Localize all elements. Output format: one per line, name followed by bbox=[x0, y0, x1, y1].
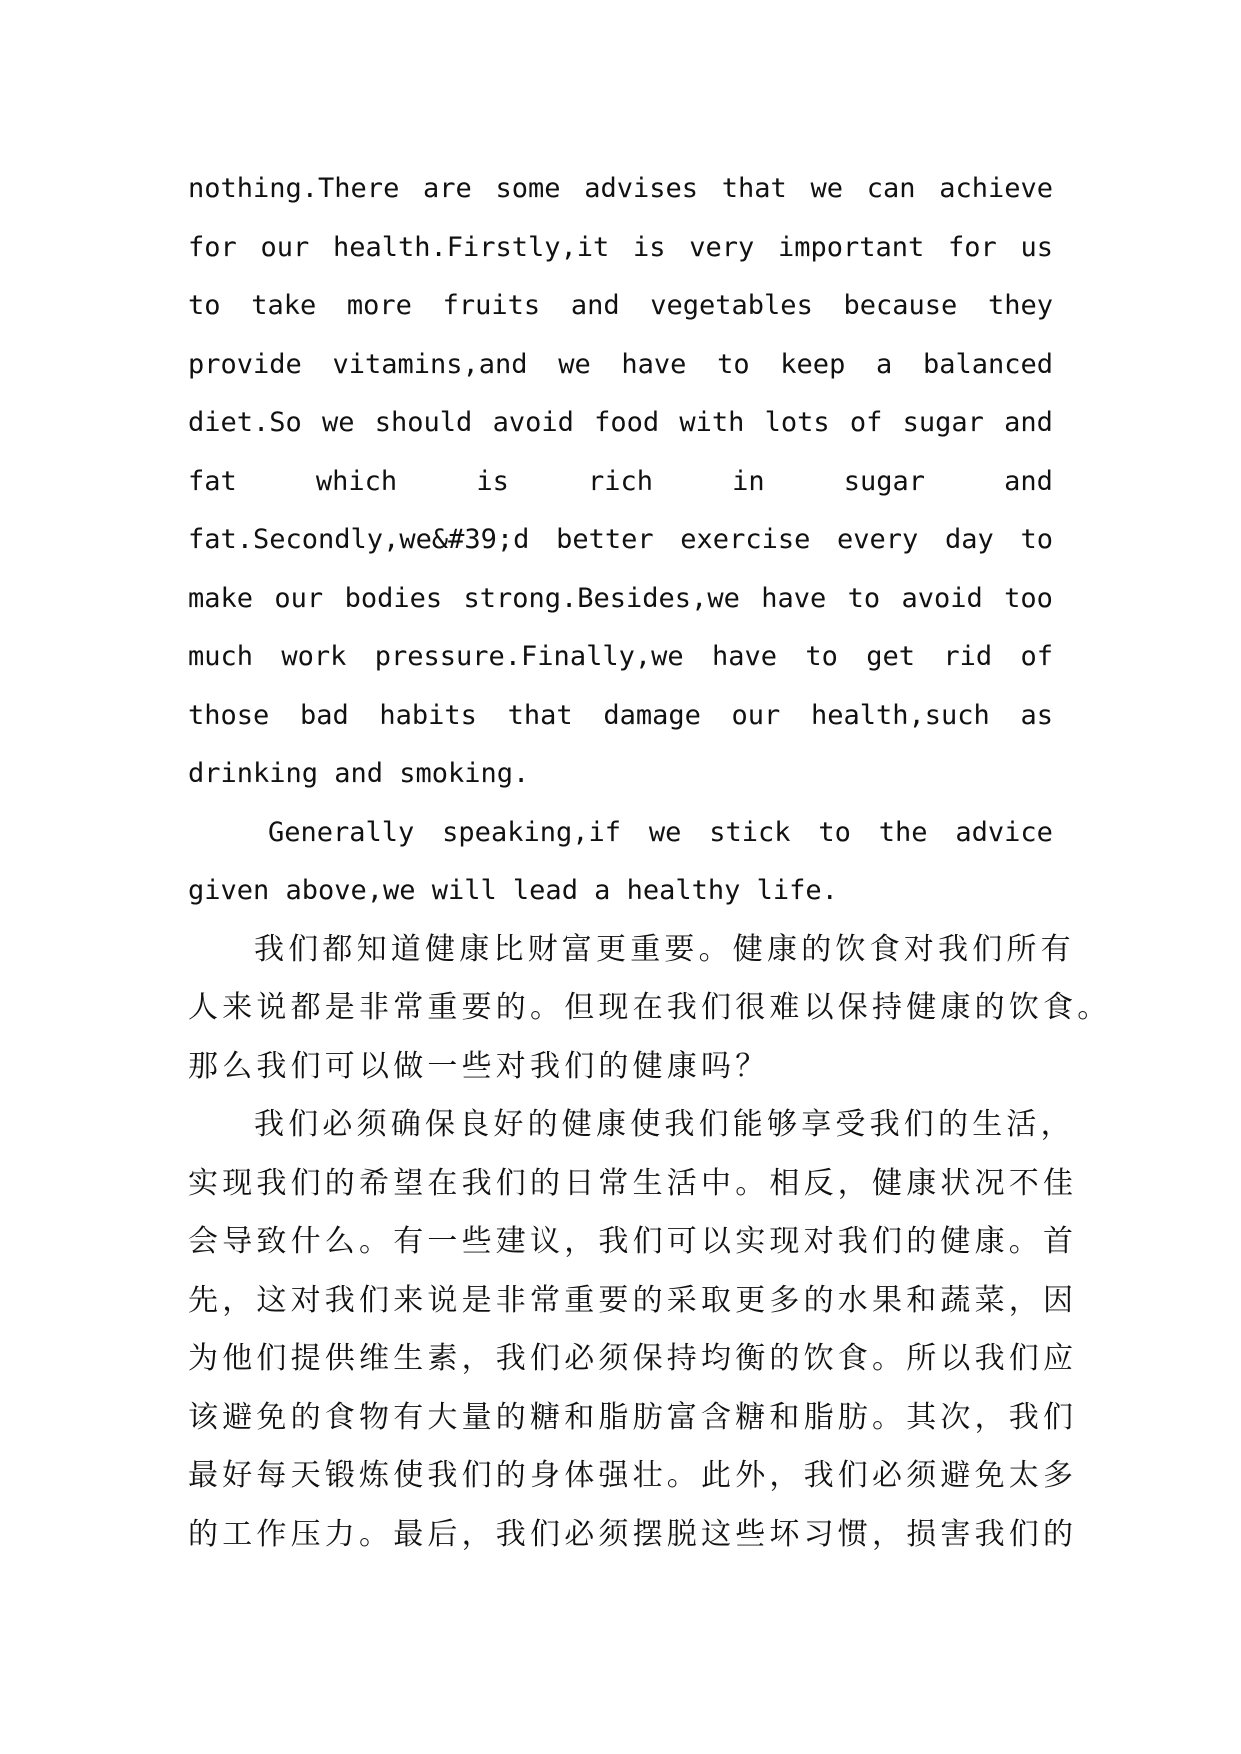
text-line: 最好每天锻炼使我们的身体强壮。此外，我们必须避免太多 bbox=[188, 1458, 1078, 1493]
text-line bbox=[188, 628, 1053, 687]
text-line: 我们必须确保良好的健康使我们能够享受我们的生活， bbox=[254, 1107, 1075, 1142]
word: for bbox=[188, 231, 237, 263]
word: damage bbox=[603, 699, 701, 731]
word: sugar bbox=[843, 465, 926, 497]
word: and bbox=[1004, 407, 1053, 438]
word: drinking bbox=[188, 758, 319, 789]
english-paragraph-1 bbox=[188, 160, 1053, 804]
word: Generally bbox=[268, 816, 415, 848]
word: lots bbox=[764, 407, 830, 438]
text-line bbox=[188, 219, 1053, 278]
word: in bbox=[732, 465, 765, 497]
word: have bbox=[761, 582, 827, 614]
word: life. bbox=[756, 875, 838, 906]
word: and bbox=[1004, 465, 1053, 497]
word: will bbox=[431, 875, 497, 906]
word: is bbox=[633, 231, 666, 263]
word: have bbox=[711, 641, 777, 672]
word: should bbox=[374, 407, 473, 438]
text-line: 那么我们可以做一些对我们的健康吗？ bbox=[188, 1048, 770, 1084]
word: health.Firstly,it bbox=[332, 231, 610, 263]
text-line bbox=[188, 804, 1053, 863]
text-line: 的工作压力。最后，我们必须摆脱这些坏习惯，损害我们的 bbox=[188, 1516, 1078, 1552]
word: advice bbox=[955, 816, 1053, 848]
word: provide bbox=[188, 348, 302, 380]
word: to bbox=[805, 641, 838, 672]
word: fruits bbox=[442, 290, 541, 321]
word: to bbox=[847, 582, 881, 614]
word: diet.So bbox=[188, 407, 302, 438]
text-line bbox=[188, 862, 1053, 921]
word: is bbox=[476, 465, 509, 497]
word: we bbox=[810, 173, 843, 204]
word: our bbox=[731, 699, 781, 731]
word: a bbox=[594, 875, 611, 906]
word: avoid bbox=[492, 407, 574, 438]
word: some bbox=[495, 173, 561, 204]
word: fat bbox=[188, 465, 237, 497]
word: stick bbox=[709, 816, 791, 848]
word: get bbox=[866, 641, 915, 672]
text-line bbox=[188, 160, 1053, 219]
word: advises bbox=[584, 173, 699, 204]
chinese-paragraph-2 bbox=[188, 1096, 1078, 1564]
word: us bbox=[1020, 231, 1053, 263]
word: we bbox=[648, 816, 682, 848]
word: which bbox=[315, 465, 398, 497]
word: of bbox=[1020, 641, 1053, 672]
word: speaking,if bbox=[442, 816, 621, 848]
word: strong.Besides,we bbox=[463, 582, 740, 614]
word: bad bbox=[299, 699, 349, 731]
word: to bbox=[188, 290, 221, 321]
text-line: 先，这对我们来说是非常重要的采取更多的水果和蔬菜，因 bbox=[188, 1282, 1078, 1318]
word: health,such bbox=[811, 699, 990, 731]
word: bodies bbox=[344, 582, 443, 614]
word: achieve bbox=[939, 173, 1053, 204]
word: to bbox=[1020, 524, 1053, 555]
word: keep bbox=[780, 348, 846, 380]
word: habits bbox=[379, 699, 477, 731]
word: every bbox=[837, 524, 919, 555]
document-body bbox=[188, 160, 1112, 1564]
word: that bbox=[507, 699, 573, 731]
word: very bbox=[689, 231, 755, 263]
word: make bbox=[188, 582, 254, 614]
word: given bbox=[188, 875, 270, 906]
text-line bbox=[188, 453, 1053, 512]
word: work bbox=[281, 641, 347, 672]
text-line bbox=[188, 511, 1053, 570]
word: of bbox=[849, 407, 883, 438]
word: rich bbox=[587, 465, 653, 497]
word: exercise bbox=[680, 524, 811, 555]
word: smoking. bbox=[399, 758, 530, 789]
word: better bbox=[556, 524, 654, 555]
word: for bbox=[947, 231, 997, 263]
word: are bbox=[423, 173, 472, 204]
chinese-paragraph-1 bbox=[188, 921, 1112, 1097]
word: lead bbox=[512, 875, 578, 906]
word: to bbox=[818, 816, 851, 848]
word: a bbox=[876, 348, 893, 380]
word: have bbox=[621, 348, 687, 380]
text-line: 我们都知道健康比财富更重要。健康的饮食对我们所有 bbox=[254, 931, 1075, 967]
word: too bbox=[1004, 582, 1053, 614]
text-line bbox=[188, 336, 1053, 395]
text-line: 为他们提供维生素，我们必须保持均衡的饮食。所以我们应 bbox=[188, 1341, 1078, 1376]
word: important bbox=[777, 231, 925, 263]
word: the bbox=[878, 816, 928, 848]
word: balanced bbox=[922, 348, 1053, 380]
word: fat.Secondly,we&#39;d bbox=[188, 524, 530, 555]
word: to bbox=[717, 348, 750, 380]
word: and bbox=[334, 758, 384, 789]
word: pressure.Finally,we bbox=[374, 641, 684, 672]
word: healthy bbox=[626, 875, 741, 906]
text-line bbox=[188, 570, 1053, 629]
english-paragraph-2 bbox=[188, 804, 1053, 921]
word: that bbox=[721, 173, 787, 204]
word: and bbox=[570, 290, 620, 321]
text-line bbox=[188, 277, 1053, 336]
word: day bbox=[945, 524, 994, 555]
word: they bbox=[987, 290, 1053, 321]
word: take bbox=[251, 290, 317, 321]
word: vegetables bbox=[650, 290, 813, 321]
text-line bbox=[188, 394, 1053, 453]
word: can bbox=[866, 173, 916, 204]
word: as bbox=[1020, 699, 1053, 731]
text-line bbox=[188, 687, 1053, 746]
word: above,we bbox=[285, 875, 416, 906]
word: sugar bbox=[902, 407, 984, 438]
word: vitamins,and bbox=[332, 348, 528, 380]
word: our bbox=[260, 231, 310, 263]
text-line: 实现我们的希望在我们的日常生活中。相反，健康状况不佳 bbox=[188, 1165, 1078, 1201]
word: our bbox=[274, 582, 324, 614]
word: avoid bbox=[901, 582, 983, 614]
word: much bbox=[188, 641, 254, 672]
word: rid bbox=[943, 641, 993, 672]
text-line: 会导致什么。有一些建议，我们可以实现对我们的健康。首 bbox=[188, 1224, 1078, 1259]
word: we bbox=[322, 407, 355, 438]
word: because bbox=[843, 290, 958, 321]
word: food bbox=[594, 407, 660, 438]
word: those bbox=[188, 699, 270, 731]
word: more bbox=[346, 290, 412, 321]
text-line: 人来说都是非常重要的。但现在我们很难以保持健康的饮食。 bbox=[188, 990, 1112, 1025]
word: we bbox=[558, 348, 591, 380]
text-line: 该避免的食物有大量的糖和脂肪富含糖和脂肪。其次，我们 bbox=[188, 1399, 1078, 1435]
word: with bbox=[679, 407, 745, 438]
text-line bbox=[188, 745, 1053, 804]
word: nothing.There bbox=[188, 173, 400, 204]
